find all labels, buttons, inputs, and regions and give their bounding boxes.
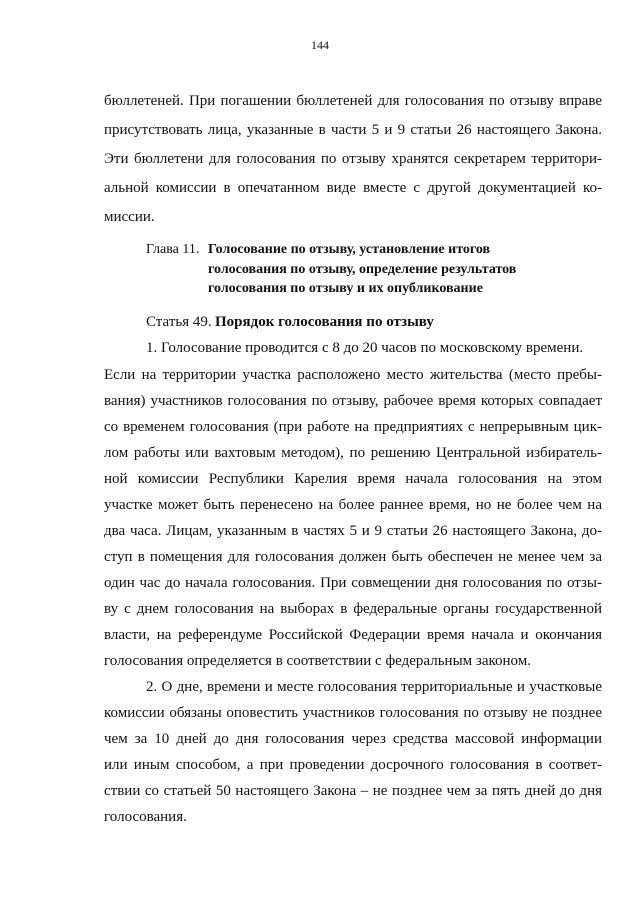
text-line: власти, на референдуме Российской Федерации время начала и окончания <box>104 627 602 643</box>
chapter-title-line: Голосование по отзыву, установление итогов <box>208 242 491 257</box>
text-line: вания) участников голосования по отзыву, рабочее время которых совпадает <box>104 393 602 409</box>
text-line: ступ в помещения для голосования должен быть обеспечен не менее чем за <box>104 549 602 565</box>
chapter-title-line: голосования по отзыву и их опубликование <box>208 281 483 296</box>
page-number: 144 <box>311 38 329 52</box>
article-title: Порядок голосования по отзыву <box>215 314 434 330</box>
text-line: со временем голосования (при работе на предприятиях с непрерывным цик- <box>104 419 602 435</box>
text-line: ву с днем голосования на выборах в федеральные органы государственной <box>104 601 602 617</box>
text-line-last: голосования. <box>104 809 187 825</box>
text-line: бюллетеней. При погашении бюллетеней для голосования по отзыву вправе <box>104 93 602 109</box>
text-line: лом работы или вахтовым методом), по решению Центральной избиратель- <box>104 445 602 461</box>
article-label: Статья 49. <box>146 314 212 330</box>
text-line: Эти бюллетени для голосования по отзыву хранятся секретарем территори- <box>104 151 602 167</box>
text-line: ствии со статьей 50 настоящего Закона – не позднее чем за пять дней до дня <box>104 783 602 799</box>
text-line-first: 1. Голосование проводится с 8 до 20 часов по московскому времени. <box>146 340 584 356</box>
text-line-first: 2. О дне, времени и месте голосования территориальные и участковые <box>146 679 602 695</box>
text-line: ной комиссии Республики Карелия время начала голосования на этом <box>104 471 602 487</box>
text-line: два часа. Лицам, указанным в частях 5 и 9 статьи 26 настоящего Закона, до- <box>104 523 602 539</box>
text-line: альной комиссии в опечатанном виде вместе с другой документацией ко- <box>104 180 602 196</box>
text-line: Если на территории участка расположено место жительства (место пребы- <box>104 367 602 383</box>
text-line-last: миссии. <box>104 209 155 225</box>
text-line: чем за 10 дней до дня голосования через средства массовой информации <box>104 731 602 747</box>
text-line: участке может быть перенесено на более раннее время, но не более чем на <box>104 497 602 513</box>
text-line: или иным способом, а при проведении досрочного голосования в соответ- <box>104 757 602 773</box>
text-line-last: голосования определяется в соответствии с федеральным законом. <box>104 653 531 669</box>
text-line: комиссии обязаны оповестить участников голосования по отзыву не позднее <box>104 705 602 721</box>
text-line: присутствовать лица, указанные в части 5 и 9 статьи 26 настоящего Закона. <box>104 122 602 138</box>
chapter-title-line: голосования по отзыву, определение результатов <box>208 262 517 277</box>
text-line: один час до начала голосования. При совмещении дня голосования по отзы- <box>104 575 602 591</box>
chapter-label: Глава 11. <box>146 242 200 257</box>
